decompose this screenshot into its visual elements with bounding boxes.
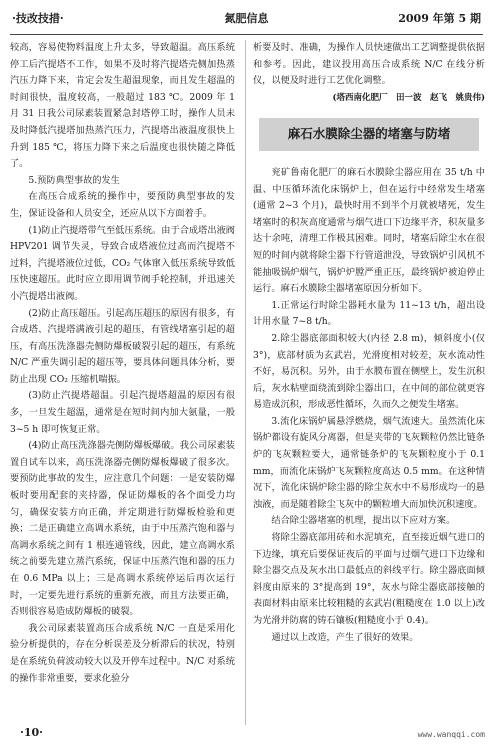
paragraph: (1)防止汽提塔带气至低压系统。由于合成塔出液阀 HPV201 调节失灵，导致合成塔液位过高而汽提塔不过料，汽提塔液位过低，CO₂ 气体窜入低压系统导致低压快速超压。此时应立即用调节阀手轮控制，并迅速关小汽提塔出液阀。	[10, 224, 235, 302]
paragraph: 我公司尿素装置高压合成系统 N/C 一直是采用化验分析提供的，存在分析误差及分析滞后的状况，特别是在系统负荷波动较大以及开停车过程中。N/C 对系统的操作非常重要，要求化验分	[10, 622, 235, 684]
paragraph: (2)防止高压超压。引起高压超压的原因有很多，有合成塔、汽提塔满液引起的超压，有管线堵塞引起的超压，有高压洗涤器壳侧防爆板破裂引起的超压，有系统 N/C 严重失调引起的超压等，要具体问题具体分析，要防止出现 CO₂ 压缩机喘振。	[10, 307, 235, 385]
paragraph: 兖矿鲁南化肥厂的麻石水膜除尘器应用在 35 t/h 中温、中压循环流化床锅炉上，但在运行中经常发生堵塞(通常 2~3 个月)，最快时用不到半个月就被堵死，发生堵塞时的积灰高度通常与烟气进口下边缘平齐，积灰量多达十余吨，清理工作极其困难。同时，堵塞后除尘水在很短的时间内就将除尘器下行管道泄没，导致锅炉引风机不能抽吸锅炉烟气，锅炉炉膛严重正压，最终锅炉被迫停止运行。麻石水膜除尘器堵塞原因分析如下。	[253, 166, 485, 295]
article-title: 麻石水膜除尘器的堵塞与防堵	[259, 118, 479, 151]
paragraph: 3.流化床锅炉属悬浮燃烧，烟气流速大。虽然流化床锅炉都设有旋风分离器，但是夹带的飞灰颗粒仍然比链条炉的飞灰颗粒要大，通常链条炉的飞灰颗粒度小于 0.1 mm，而流化床锅炉飞灰颗粒度高达 0.5 mm。在这种情况下，流化床锅炉除尘器的除尘灰水中不易形成均一的悬浊液，而是随着除尘飞灰中的颗粒增大而加快沉积速度。	[253, 415, 485, 510]
left-column	[10, 40, 235, 687]
paragraph: (4)防止高压洗涤器壳侧防爆板爆破。我公司尿素装置自试车以来，高压洗涤器壳侧防爆板爆破了很多次。要预防此事故的发生，应注意几个问题：一是安装防爆板时要用配套的夹持器，保证防爆板的各个面受力均匀，确保安装方向正确，并定期进行防爆板检验和更换；二是正确建立高调水系统，由于中压蒸汽饱和器与高调水系统之间有 1 根连通管线，因此，建立高调水系统之前要先建立蒸汽系统，保证中压蒸汽饱和器的压力在 0.6 MPa 以上；三是高调水系统停运后再次运行时，一定要先进行系统的重新充液，而且方法要正确，否则很容易造成防爆板的破裂。	[10, 440, 235, 618]
section-tag: ·技改技措·	[12, 12, 64, 25]
issue-label: 2009 年第 5 期	[398, 12, 481, 25]
right-column	[253, 40, 485, 646]
page-header	[10, 0, 483, 35]
paragraph: (3)防止汽提塔超温。引起汽提塔超温的原因有很多，一旦发生超温，通常是在短时间内加大氨量，一般 3~5 h 即可恢复正常。	[10, 390, 235, 435]
paragraph: 析要及时、准确，为操作人员快速做出工艺调整提供依据和参考。因此，建议投用高压合成系统 N/C 在线分析仪，以便及时进行工艺优化调整。	[253, 42, 485, 87]
paragraph: 结合除尘器堵塞的机理，提出以下应对方案。	[271, 515, 456, 527]
paragraph: 5.预防典型事故的发生	[28, 174, 120, 186]
watermark-site: www.wanqqi.com	[417, 730, 485, 739]
page-number: ·10·	[20, 726, 43, 739]
article-author: (塔西南化肥厂 田一波 赵飞 姚贵伟)	[332, 92, 485, 103]
paragraph: 1.正常运行时除尘器耗水量为 11~13 t/h，超出设计用水量 7~8 t/h。	[253, 299, 485, 328]
paragraph: 将除尘器底部用砖和水泥填充，直至接近烟气进口的下边缘，填充后要保证夜后的平面与过烟气进口下边缘和除尘器交点及灰水出口最低点的斜线平行。除尘器底面倾斜度由原来的 3°提高到 19°，灰水与除尘器底部接触的表面材料由原来比较粗糙的玄武岩(粗糙度在 1.0 以上)改为光滑并防腐的铸石镶板(粗糙度小于 0.4)。	[253, 532, 485, 626]
paragraph: 通过以上改造，产生了很好的效果。	[271, 631, 419, 643]
paragraph: 较高，容易使物料温度上升太多，导致超温。高压系统停工后汽提塔不工作，如果不及时将汽提塔壳侧加热蒸汽压力降下来，肯定会发生超温现象，而且发生超温的时间很快，温度较高，一般超过 183 ℃。2009 年 1 月 31 日我公司尿素装置紧急封塔停工时，操作人员未及时降低汽提塔加热蒸汽压力，汽提塔出液温度很快上升到 185 ℃，将压力降下来之后温度也很快随之降低了。	[10, 42, 235, 170]
journal-name: 氮肥信息	[224, 12, 269, 25]
paragraph: 2.除尘器底部面积较大(内径 2.8 m)，倾斜度小(仅 3°)，底部材质为玄武岩，光滑度相对较差，灰水流动性不好，易沉积。另外，由于水膜布置在侧壁上，发生沉积后，灰水粘壁面绕流到除尘器出口，在中间的部位就更容易造成沉积，形成恶性循环，久而久之便发生堵塞。	[253, 332, 485, 411]
column-divider	[245, 40, 246, 725]
paragraph: 在高压合成系统的操作中，要预防典型事故的发生，保证设备和人员安全，还应从以下方面着手。	[10, 191, 235, 219]
